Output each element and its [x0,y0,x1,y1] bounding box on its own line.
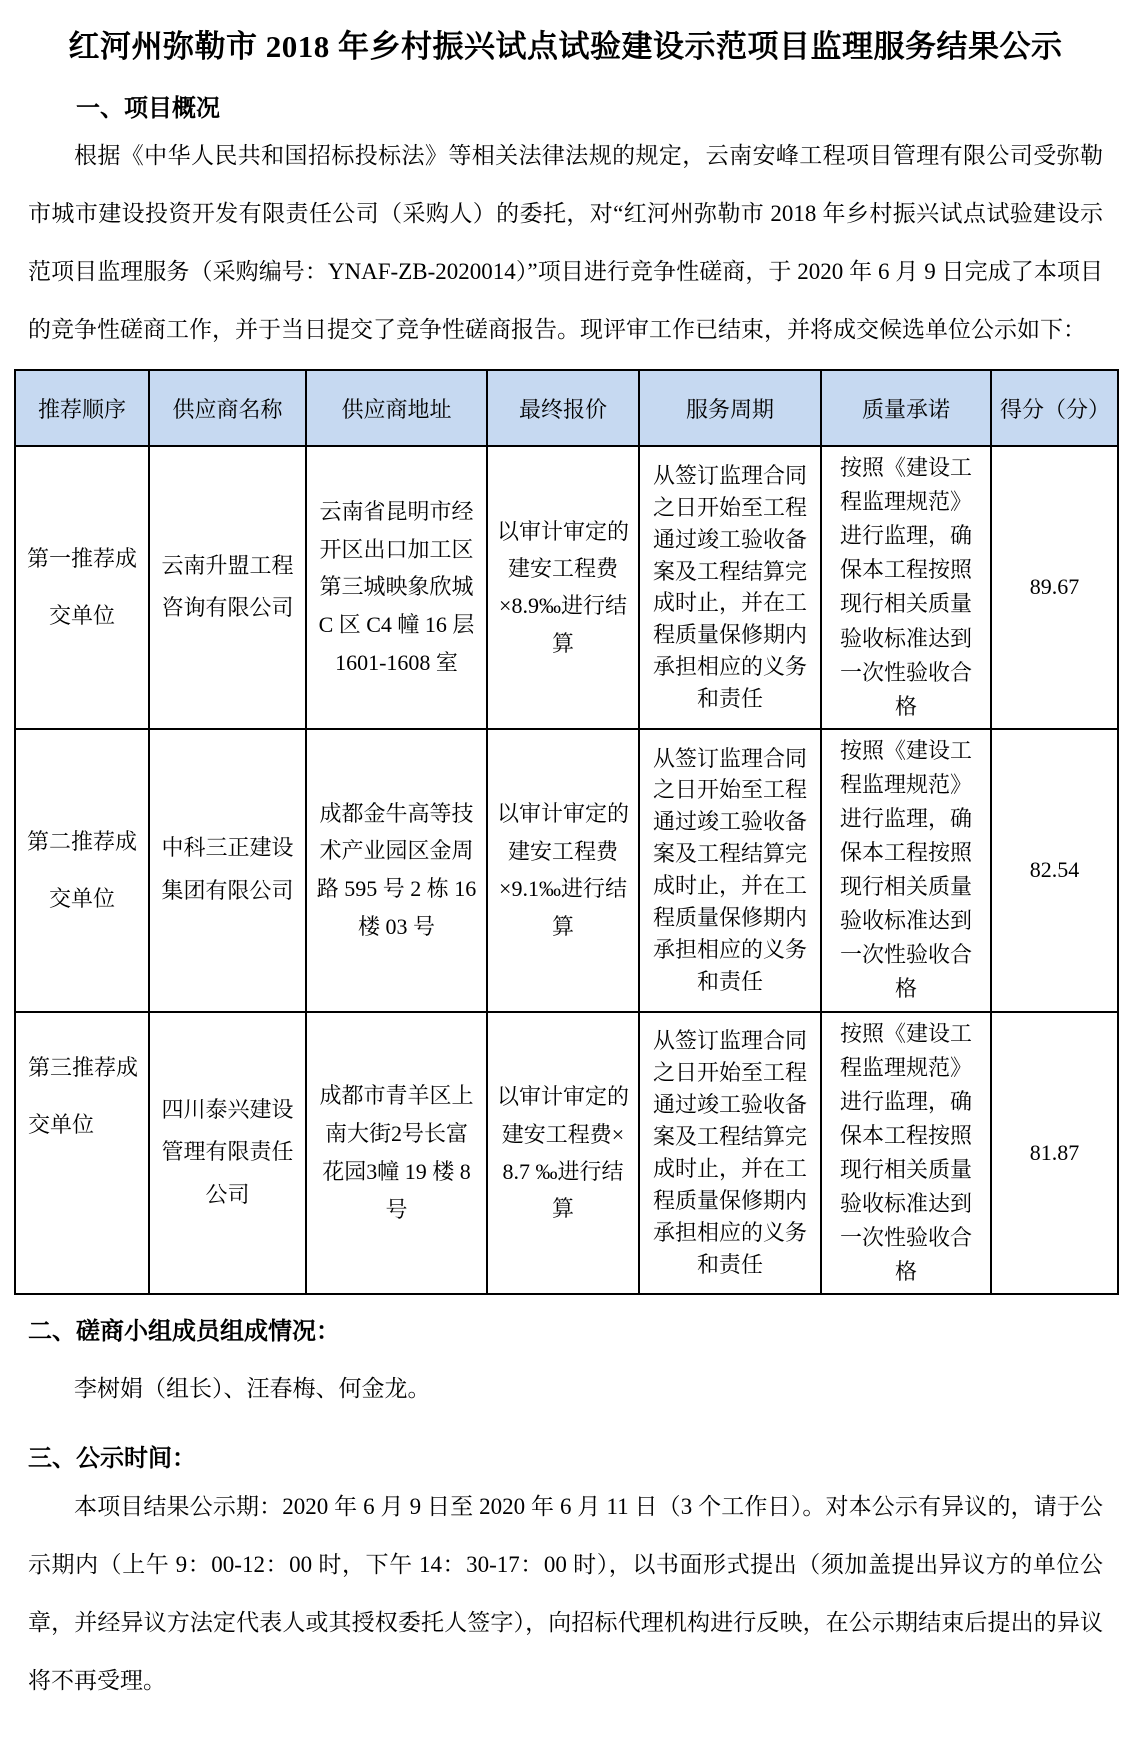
cell-promise: 按照《建设工程监理规范》进行监理，确保本工程按照现行相关质量验收标准达到一次性验收合格 [821,1012,991,1295]
cell-address: 云南省昆明市经开区出口加工区第三城映象欣城 C 区 C4 幢 16 层 1601-1608 室 [306,446,487,729]
cell-period: 从签订监理合同之日开始至工程通过竣工验收备案及工程结算完成时止，并在工程质量保修期内承担相应的义务和责任 [639,729,821,1012]
column-header-score: 得分（分） [991,370,1118,446]
column-header-rank: 推荐顺序 [15,370,149,446]
cell-rank: 第三推荐成交单位 [15,1012,149,1295]
cell-period: 从签订监理合同之日开始至工程通过竣工验收备案及工程结算完成时止，并在工程质量保修期内承担相应的义务和责任 [639,1012,821,1295]
cell-address: 成都市青羊区上南大街2号长富花园3幢 19 楼 8 号 [306,1012,487,1295]
cell-period: 从签订监理合同之日开始至工程通过竣工验收备案及工程结算完成时止，并在工程质量保修期内承担相应的义务和责任 [639,446,821,729]
publicity-time-paragraph: 本项目结果公示期：2020 年 6 月 9 日至 2020 年 6 月 11 日（3 个工作日）。对本公示有异议的，请于公示期内（上午 9：00-12：00 时，下午 14：30-17：00 时），以书面形式提出（须加盖提出异议方的单位公章，并经异议方法定代表人或其授权委托人签字），向招标代理机构进行反映，在公示期结束后提出的异议将不再受理。 [28,1493,1103,1693]
panel-members-names: 李树娟（组长）、汪春梅、何金龙。 [74,1376,431,1402]
column-header-quality-promise: 质量承诺 [821,370,991,446]
page-title: 红河州弥勒市 2018 年乡村振兴试点试验建设示范项目监理服务结果公示 [68,29,1063,64]
cell-supplier: 四川泰兴建设管理有限责任公司 [149,1012,306,1295]
cell-rank: 第二推荐成交单位 [15,729,149,1012]
notice-document [14,0,1117,1750]
cell-rank: 第一推荐成交单位 [15,446,149,729]
overview-paragraph: 根据《中华人民共和国招标投标法》等相关法律法规的规定，云南安峰工程项目管理有限公司受弥勒市城市建设投资开发有限责任公司（采购人）的委托，对“红河州弥勒市 2018 年乡村振兴试点试验建设示范项目监理服务（采购编号：YNAF-ZB-2020014）”项目进行竞争性磋商，于 2020 年 6 月 9 日完成了本项目的竞争性磋商工作，并于当日提交了竞争性磋商报告。现评审工作已结束，并将成交候选单位公示如下： [28,143,1103,343]
column-header-final-price: 最终报价 [487,370,639,446]
table-row [15,729,1118,1012]
cell-supplier: 中科三正建设集团有限公司 [149,729,306,1012]
cell-score: 81.87 [991,1012,1118,1295]
column-header-supplier-address: 供应商地址 [306,370,487,446]
cell-score: 89.67 [991,446,1118,729]
table-row [15,446,1118,729]
section-heading-publicity-time: 三、公示时间： [28,1446,196,1473]
column-header-service-period: 服务周期 [639,370,821,446]
cell-price: 以审计审定的建安工程费×9.1‰进行结算 [487,729,639,1012]
column-header-supplier-name: 供应商名称 [149,370,306,446]
section-heading-overview: 一、项目概况 [76,95,220,122]
cell-address: 成都金牛高等技术产业园区金周路 595 号 2 栋 16 楼 03 号 [306,729,487,1012]
table-row [15,1012,1118,1295]
cell-promise: 按照《建设工程监理规范》进行监理，确保本工程按照现行相关质量验收标准达到一次性验收合格 [821,446,991,729]
table-header-row [15,370,1118,446]
cell-supplier: 云南升盟工程咨询有限公司 [149,446,306,729]
cell-promise: 按照《建设工程监理规范》进行监理，确保本工程按照现行相关质量验收标准达到一次性验收合格 [821,729,991,1012]
cell-score: 82.54 [991,729,1118,1012]
bid-result-table [14,369,1119,1295]
cell-price: 以审计审定的建安工程费×8.9‰进行结算 [487,446,639,729]
section-heading-panel-members: 二、磋商小组成员组成情况： [28,1319,340,1346]
cell-price: 以审计审定的建安工程费× 8.7 ‰进行结算 [487,1012,639,1295]
